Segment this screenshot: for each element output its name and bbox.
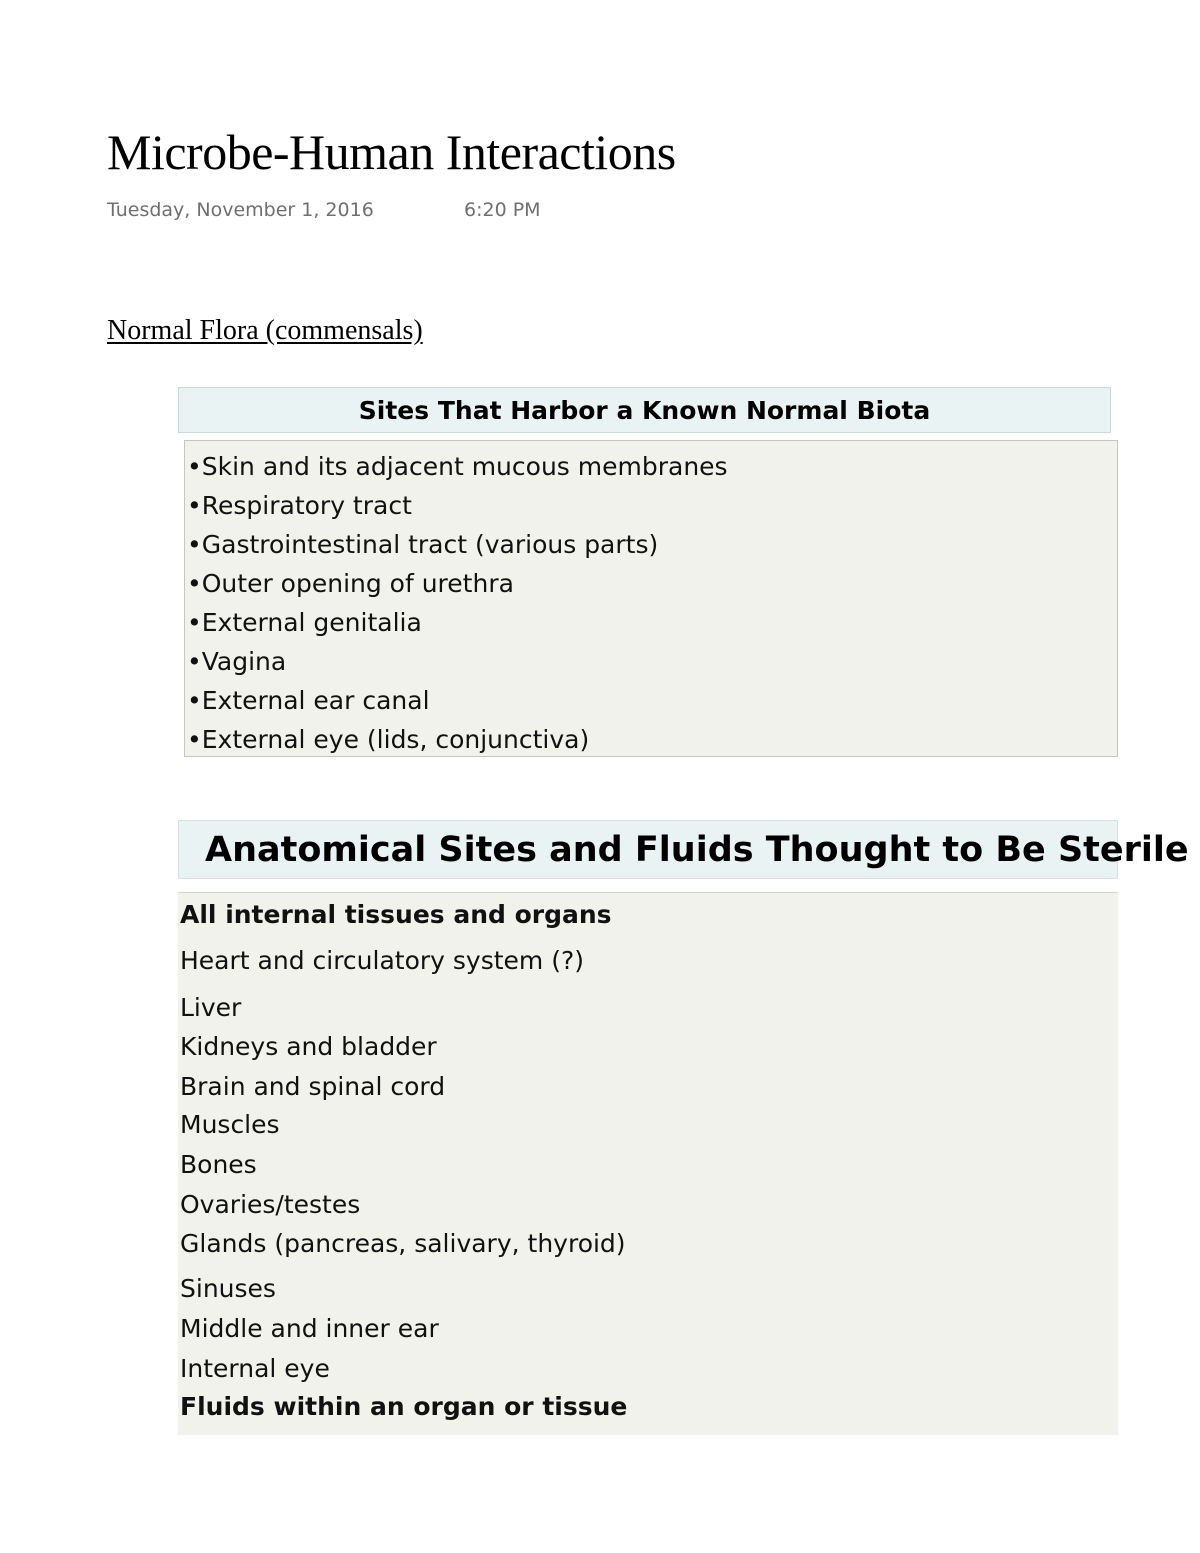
table-row: Fluids within an organ or tissue [180,1392,628,1421]
section-heading: Normal Flora (commensals) [107,315,423,346]
list-item: •Outer opening of urethra [187,569,514,598]
list-item: •External ear canal [187,686,430,715]
page-date: Tuesday, November 1, 2016 [107,199,374,221]
sterile-sites-table-body [178,893,1118,1435]
page-title: Microbe-Human Interactions [107,124,676,180]
table-row: Muscles [180,1110,280,1139]
table-row: All internal tissues and organs [180,900,612,929]
table-row: Glands (pancreas, salivary, thyroid) [180,1229,626,1258]
table-row: Brain and spinal cord [180,1072,446,1101]
table-row: Bones [180,1150,257,1179]
normal-biota-table-header: Sites That Harbor a Known Normal Biota [178,387,1111,433]
table-row: Internal eye [180,1354,330,1383]
table-divider [178,879,1118,893]
table-row: Kidneys and bladder [180,1032,437,1061]
table-row: Sinuses [180,1274,276,1303]
list-item: •External eye (lids, conjunctiva) [187,725,590,754]
list-item: •Skin and its adjacent mucous membranes [187,452,728,481]
sterile-sites-table-header: Anatomical Sites and Fluids Thought to Be Sterile [178,820,1118,879]
list-item: •Gastrointestinal tract (various parts) [187,530,659,559]
table-row: Heart and circulatory system (?) [180,946,585,975]
list-item: •Respiratory tract [187,491,412,520]
list-item: •External genitalia [187,608,422,637]
list-item: •Vagina [187,647,287,676]
page-time: 6:20 PM [464,199,541,221]
table-row: Middle and inner ear [180,1314,439,1343]
normal-biota-table-body [184,440,1118,757]
table-row: Liver [180,993,242,1022]
table-row: Ovaries/testes [180,1190,361,1219]
